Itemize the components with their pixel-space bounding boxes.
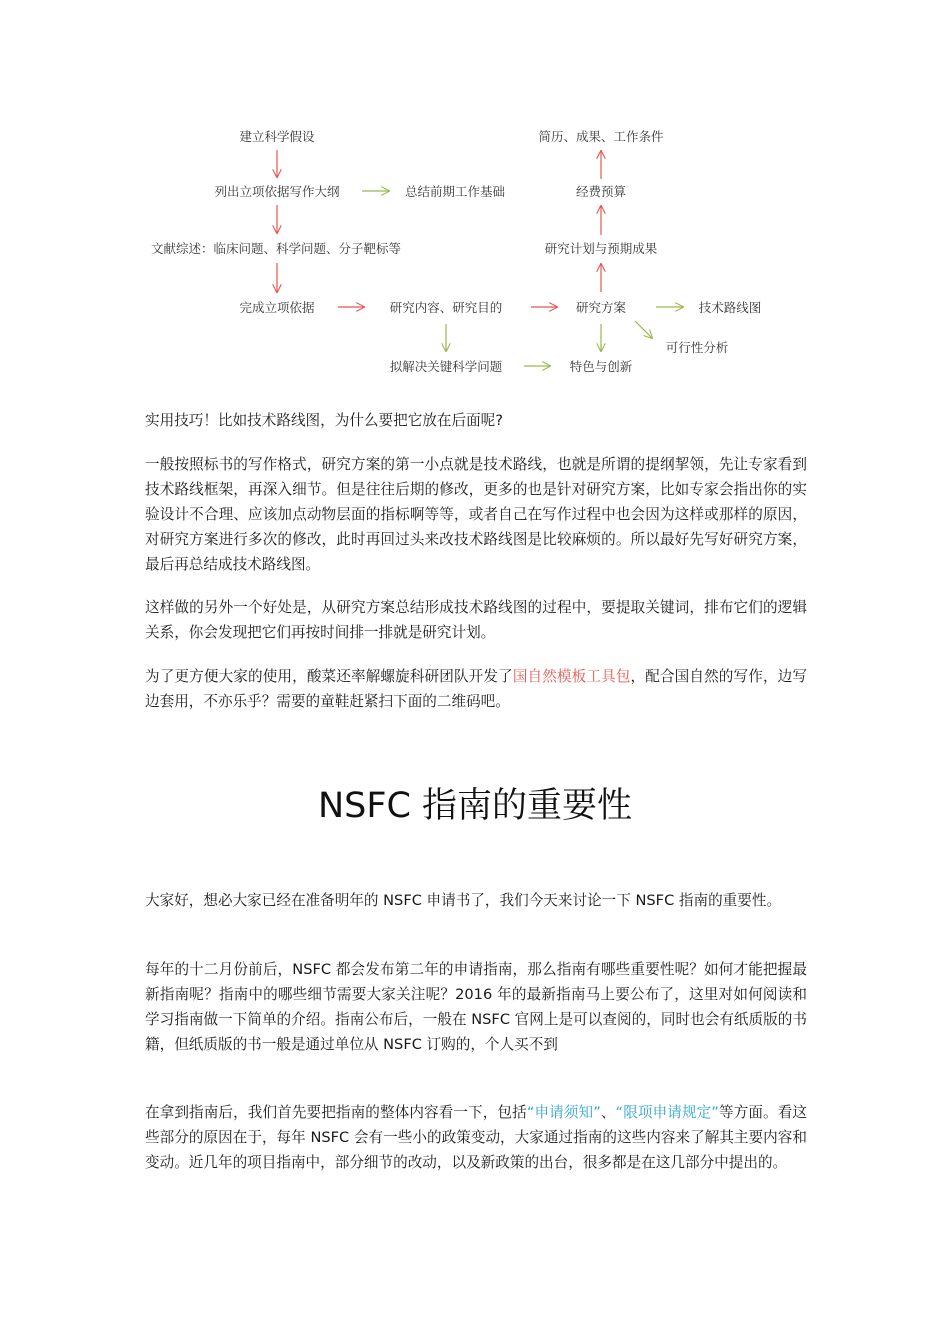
toolkit-text-before: 为了更方便大家的使用，酸菜还率解螺旋科研团队开发了	[145, 668, 513, 685]
paragraph-guide-importance: 每年的十二月份前后，NSFC 都会发布第二年的申请指南，那么指南有哪些重要性呢？如何才能把握最新指南呢？指南中的哪些细节需要大家关注呢？2016 年的最新指南马上要公布了，这里对如何阅读和学习指南做一下简单的介绍。指南公布后，一般在 NSFC 官网上是可以查阅的，同时也会有纸质版的书籍，但纸质版的书一般是通过单位从 NSFC 订购的，个人买不到	[145, 961, 807, 1053]
paragraph-intro: 大家好，想必大家已经在准备明年的 NSFC 申请书了，我们今天来讨论一下 NSFC 指南的重要性。	[145, 892, 782, 909]
node-key-problems: 拟解决关键科学问题	[389, 359, 503, 374]
section-title: NSFC 指南的重要性	[317, 786, 633, 826]
arrow-plan-to-feasibility	[635, 321, 652, 338]
guide-text-after: 等方面。看这些部分的原因在于，每年 NSFC 会有一些小的政策变动，大家通过指南的这些内容来了解其主要内容和变动。近几年的项目指南中，部分细节的改动，以及新政策的出台，很多都是在这几部分中提出的。	[145, 1104, 807, 1171]
paragraph-benefit: 这样做的另外一个好处是，从研究方案总结形成技术路线图的过程中，要提取关键词，排布它们的逻辑关系，你会发现把它们再按时间排一排就是研究计划。	[145, 599, 807, 641]
node-literature: 文献综述：临床问题、科学问题、分子靶标等	[150, 241, 402, 256]
node-research-plan: 研究计划与预期成果	[544, 241, 658, 256]
node-complete-basis: 完成立项依据	[239, 300, 315, 315]
node-tech-route: 技术路线图	[698, 300, 762, 315]
guide-separator: 、	[600, 1104, 616, 1121]
node-hypothesis: 建立科学假设	[239, 129, 315, 144]
node-plan: 研究方案	[575, 300, 627, 315]
node-content-goals: 研究内容、研究目的	[389, 300, 503, 315]
toolkit-link[interactable]: 国自然模板工具包	[512, 668, 631, 685]
node-outline: 列出立项依据写作大纲	[214, 184, 340, 199]
node-budget: 经费预算	[575, 184, 627, 199]
link-limit-rules[interactable]: “限项申请规定”	[615, 1104, 719, 1121]
link-application-notice[interactable]: “申请须知”	[526, 1104, 601, 1121]
paragraph-toolkit	[145, 664, 807, 714]
node-feasibility: 可行性分析	[665, 340, 729, 355]
toolkit-text-after: ，配合国自然的写作，边写边套用，不亦乐乎？需要的童鞋赶紧扫下面的二维码吧。	[145, 668, 807, 710]
research-flowchart	[0, 0, 950, 400]
node-resume: 简历、成果、工作条件	[538, 129, 664, 144]
paragraph-tech-route: 一般按照标书的写作格式，研究方案的第一小点就是技术路线，也就是所谓的提纲挈领，先让专家看到技术路线框架，再深入细节。但是往往后期的修改，更多的也是针对研究方案，比如专家会指出你的实验设计不合理、应该加点动物层面的指标啊等等，或者自己在写作过程中也会因为这样或那样的原因，对研究方案进行多次的修改，此时再回过头来改技术路线图是比较麻烦的。所以最好先写好研究方案，最后再总结成技术路线图。	[145, 456, 807, 573]
guide-text-before: 在拿到指南后，我们首先要把指南的整体内容看一下，包括	[145, 1104, 527, 1121]
node-summary-prior: 总结前期工作基础	[404, 184, 506, 199]
paragraph-guide-content	[145, 1100, 807, 1175]
node-features: 特色与创新	[569, 359, 633, 374]
tip-paragraph: 实用技巧！比如技术路线图，为什么要把它放在后面呢?	[145, 412, 503, 429]
